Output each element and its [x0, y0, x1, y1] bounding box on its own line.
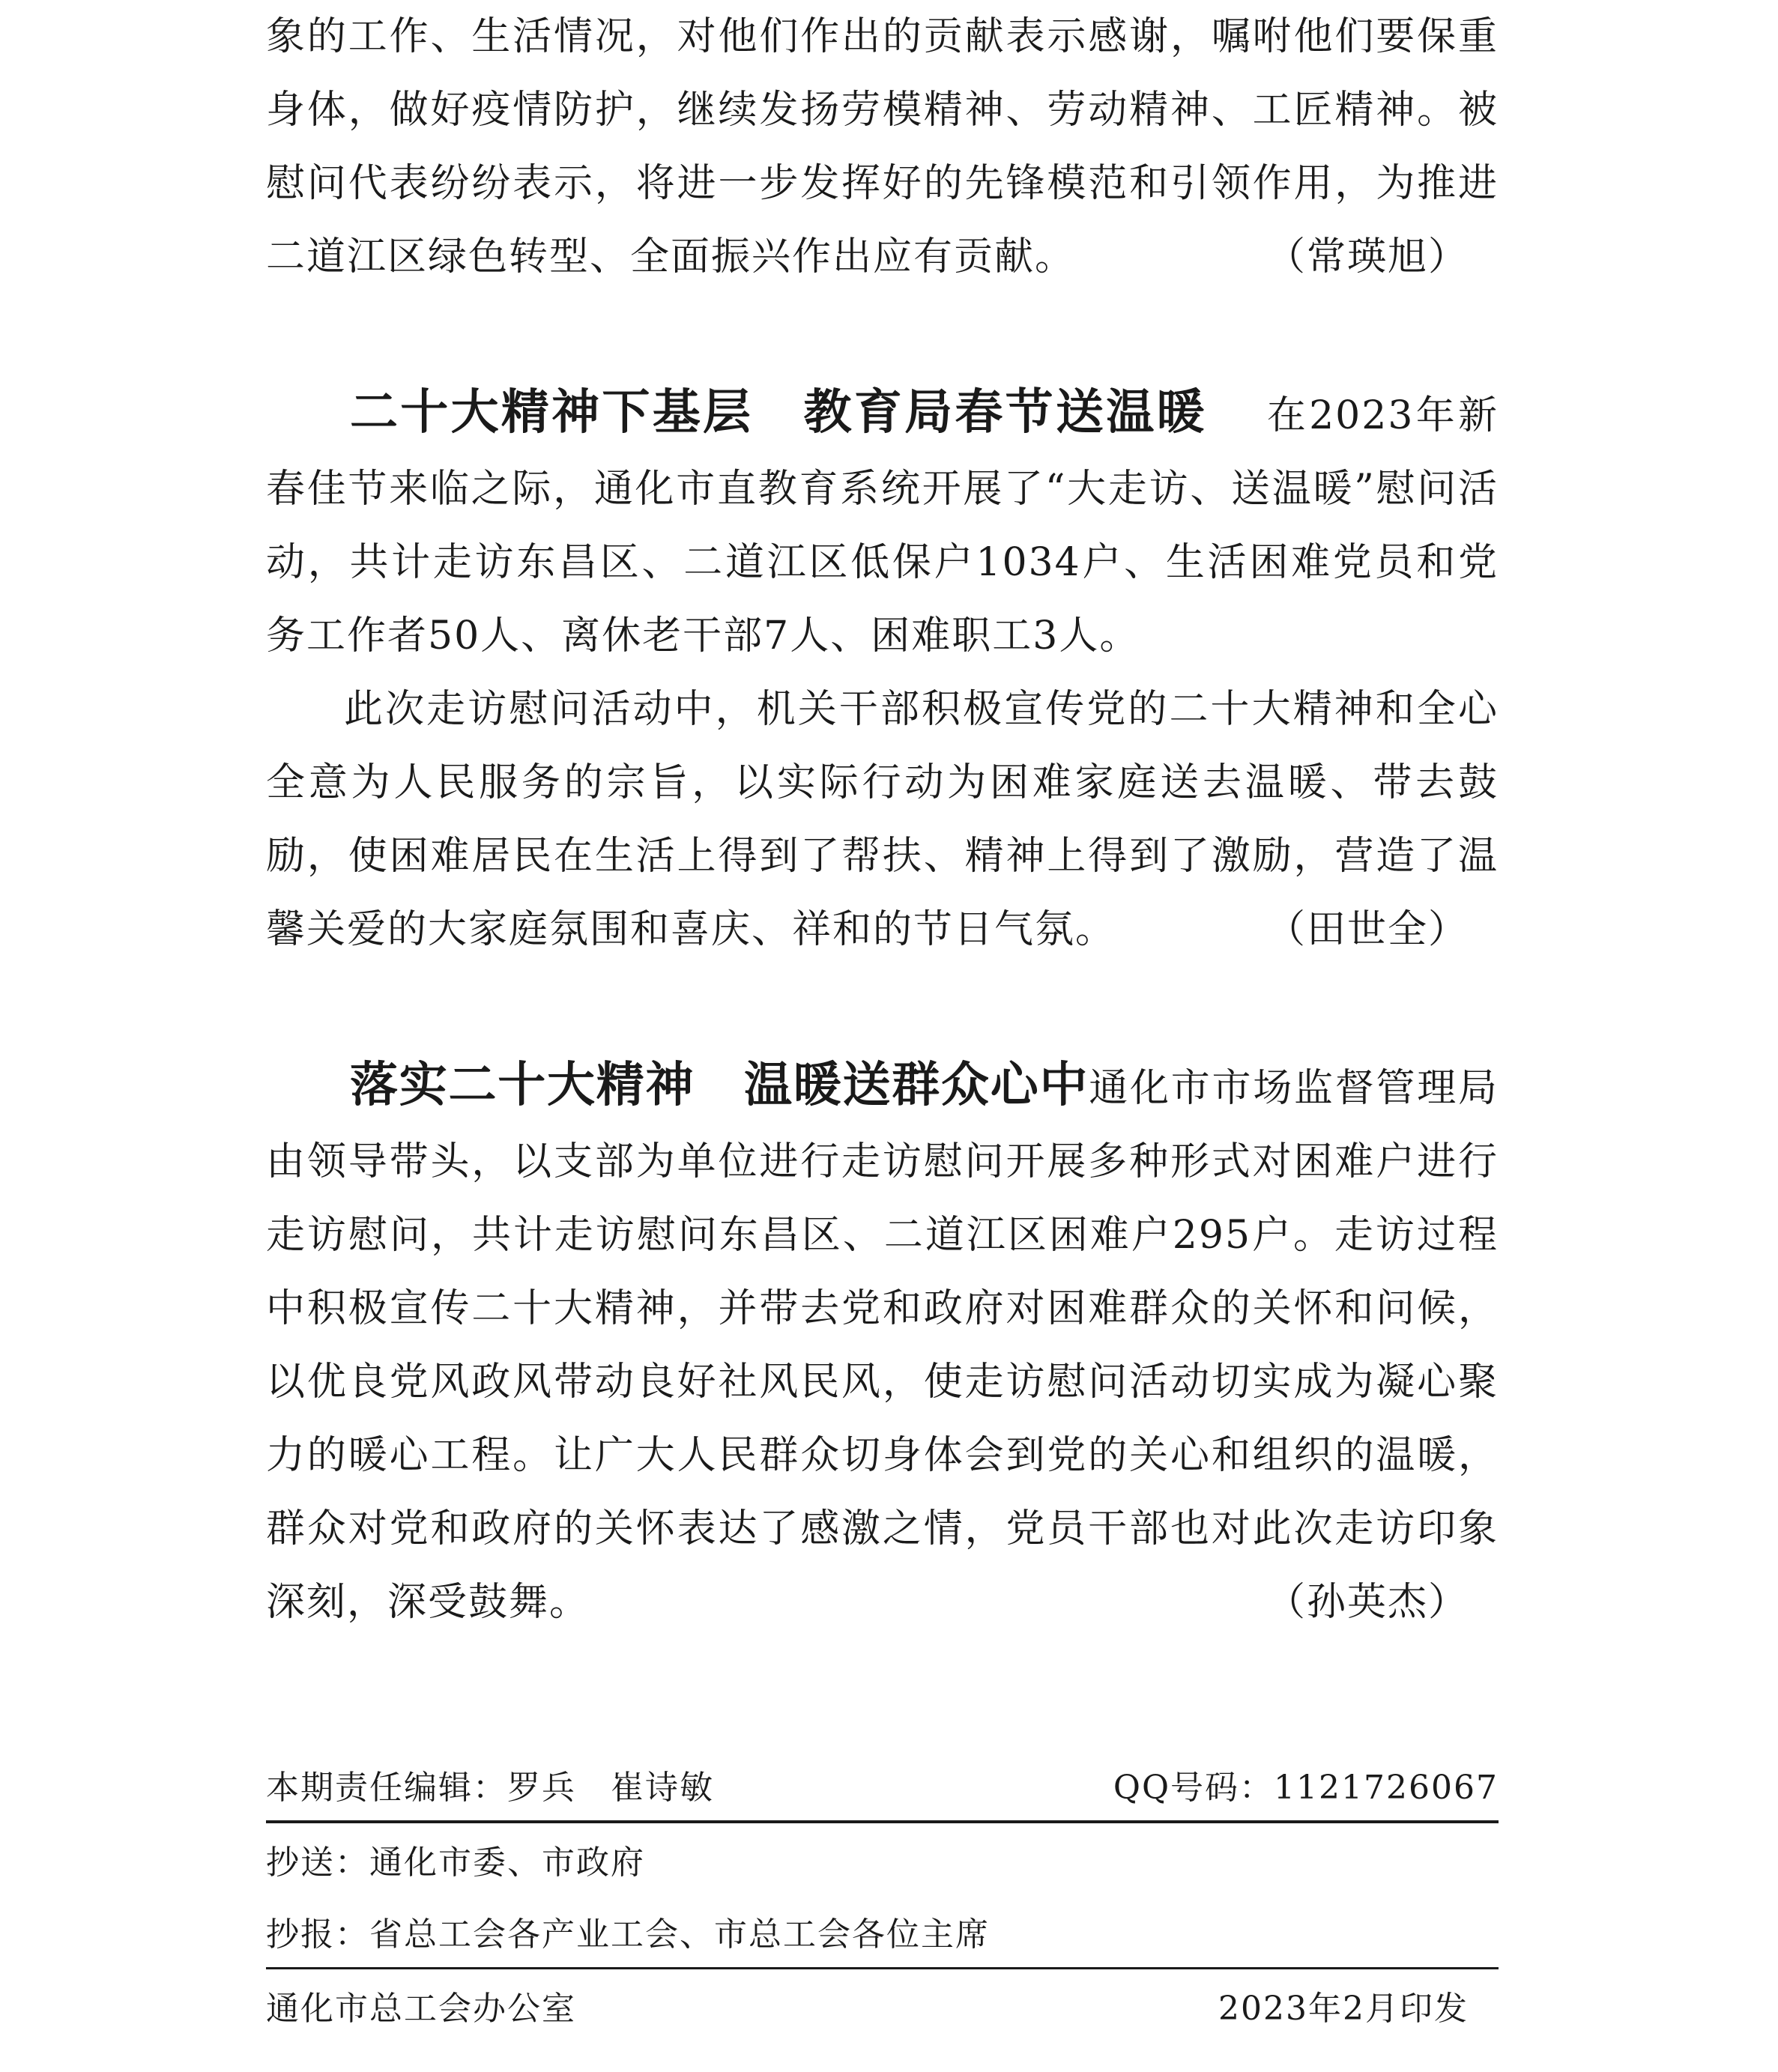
article-2-author: （田世全） — [1266, 907, 1469, 952]
article-3-paragraph — [266, 1049, 1499, 1639]
report-recipients: 抄报：省总工会各产业工会、市总工会各位主席 — [266, 1915, 990, 1954]
cc-row — [266, 1823, 1499, 1895]
article-3-body: 通化市市场监督管理局由领导带头，以支部为单位进行走访慰问开展多种形式对困难户进行走访慰问，共计走访慰问东昌区、二道江区困难户295户。走访过程中积极宣传二十大精神，并带去党和政府对困难群众的关怀和问候，以优良党风政风带动良好社风民风，使走访慰问活动切实成为凝心聚力的暖心工程。让广大人民群众切身体会到党的关心和组织的温暖，群众对党和政府的关怀表达了感激之情，党员干部也对此次走访印象深刻，深受鼓舞。 — [266, 1066, 1499, 1625]
article-2-body: 在2023年新春佳节来临之际，通化市直教育系统开展了“大走访、送温暖”慰问活动，共计走访东昌区、二道江区低保户1034户、生活困难党员和党务工作者50人、离休老干部7人、困难职工3人。 — [266, 393, 1499, 658]
editor-row — [266, 1748, 1499, 1820]
spacer — [266, 966, 1499, 1049]
article-1-text: 象的工作、生活情况，对他们作出的贡献表示感谢，嘱咐他们要保重身体，做好疫情防护，继续发扬劳模精神、劳动精神、工匠精神。被慰问代表纷纷表示，将进一步发挥好的先锋模范和引领作用，为推进二道江区绿色转型、全面振兴作出应有贡献。 — [266, 14, 1499, 279]
issuer-row — [266, 1969, 1499, 2041]
article-2-title: 二十大精神下基层 教育局春节送温暖 — [350, 385, 1207, 440]
article-1-author: （常瑛旭） — [1266, 234, 1469, 279]
report-row — [266, 1895, 1499, 1967]
issue-date: 2023年2月印发 — [1218, 1990, 1469, 2028]
spacer — [266, 294, 1499, 376]
article-3-author: （孙英杰） — [1266, 1580, 1469, 1625]
article-2-text: 此次走访慰问活动中，机关干部积极宣传党的二十大精神和全心全意为人民服务的宗旨，以实际行动为困难家庭送去温暖、带去鼓励，使困难居民在生活上得到了帮扶、精神上得到了激励，营造了温馨关爱的大家庭氛围和喜庆、祥和的节日气氛。 — [266, 687, 1499, 952]
article-2-paragraph-1 — [266, 376, 1499, 673]
article-3-title: 落实二十大精神 温暖送群众心中 — [350, 1058, 1089, 1113]
cc-recipients: 抄送：通化市委、市政府 — [266, 1844, 645, 1882]
qq-number: QQ号码：1121726067 — [1113, 1769, 1499, 1807]
issuing-office: 通化市总工会办公室 — [266, 1990, 576, 2028]
bulletin-footer — [266, 1748, 1499, 2041]
editor-names: 本期责任编辑：罗兵 崔诗敏 — [266, 1769, 714, 1807]
article-1-paragraph — [266, 0, 1499, 294]
article-2-paragraph-2 — [266, 673, 1499, 966]
bulletin-content — [266, 0, 1499, 1639]
